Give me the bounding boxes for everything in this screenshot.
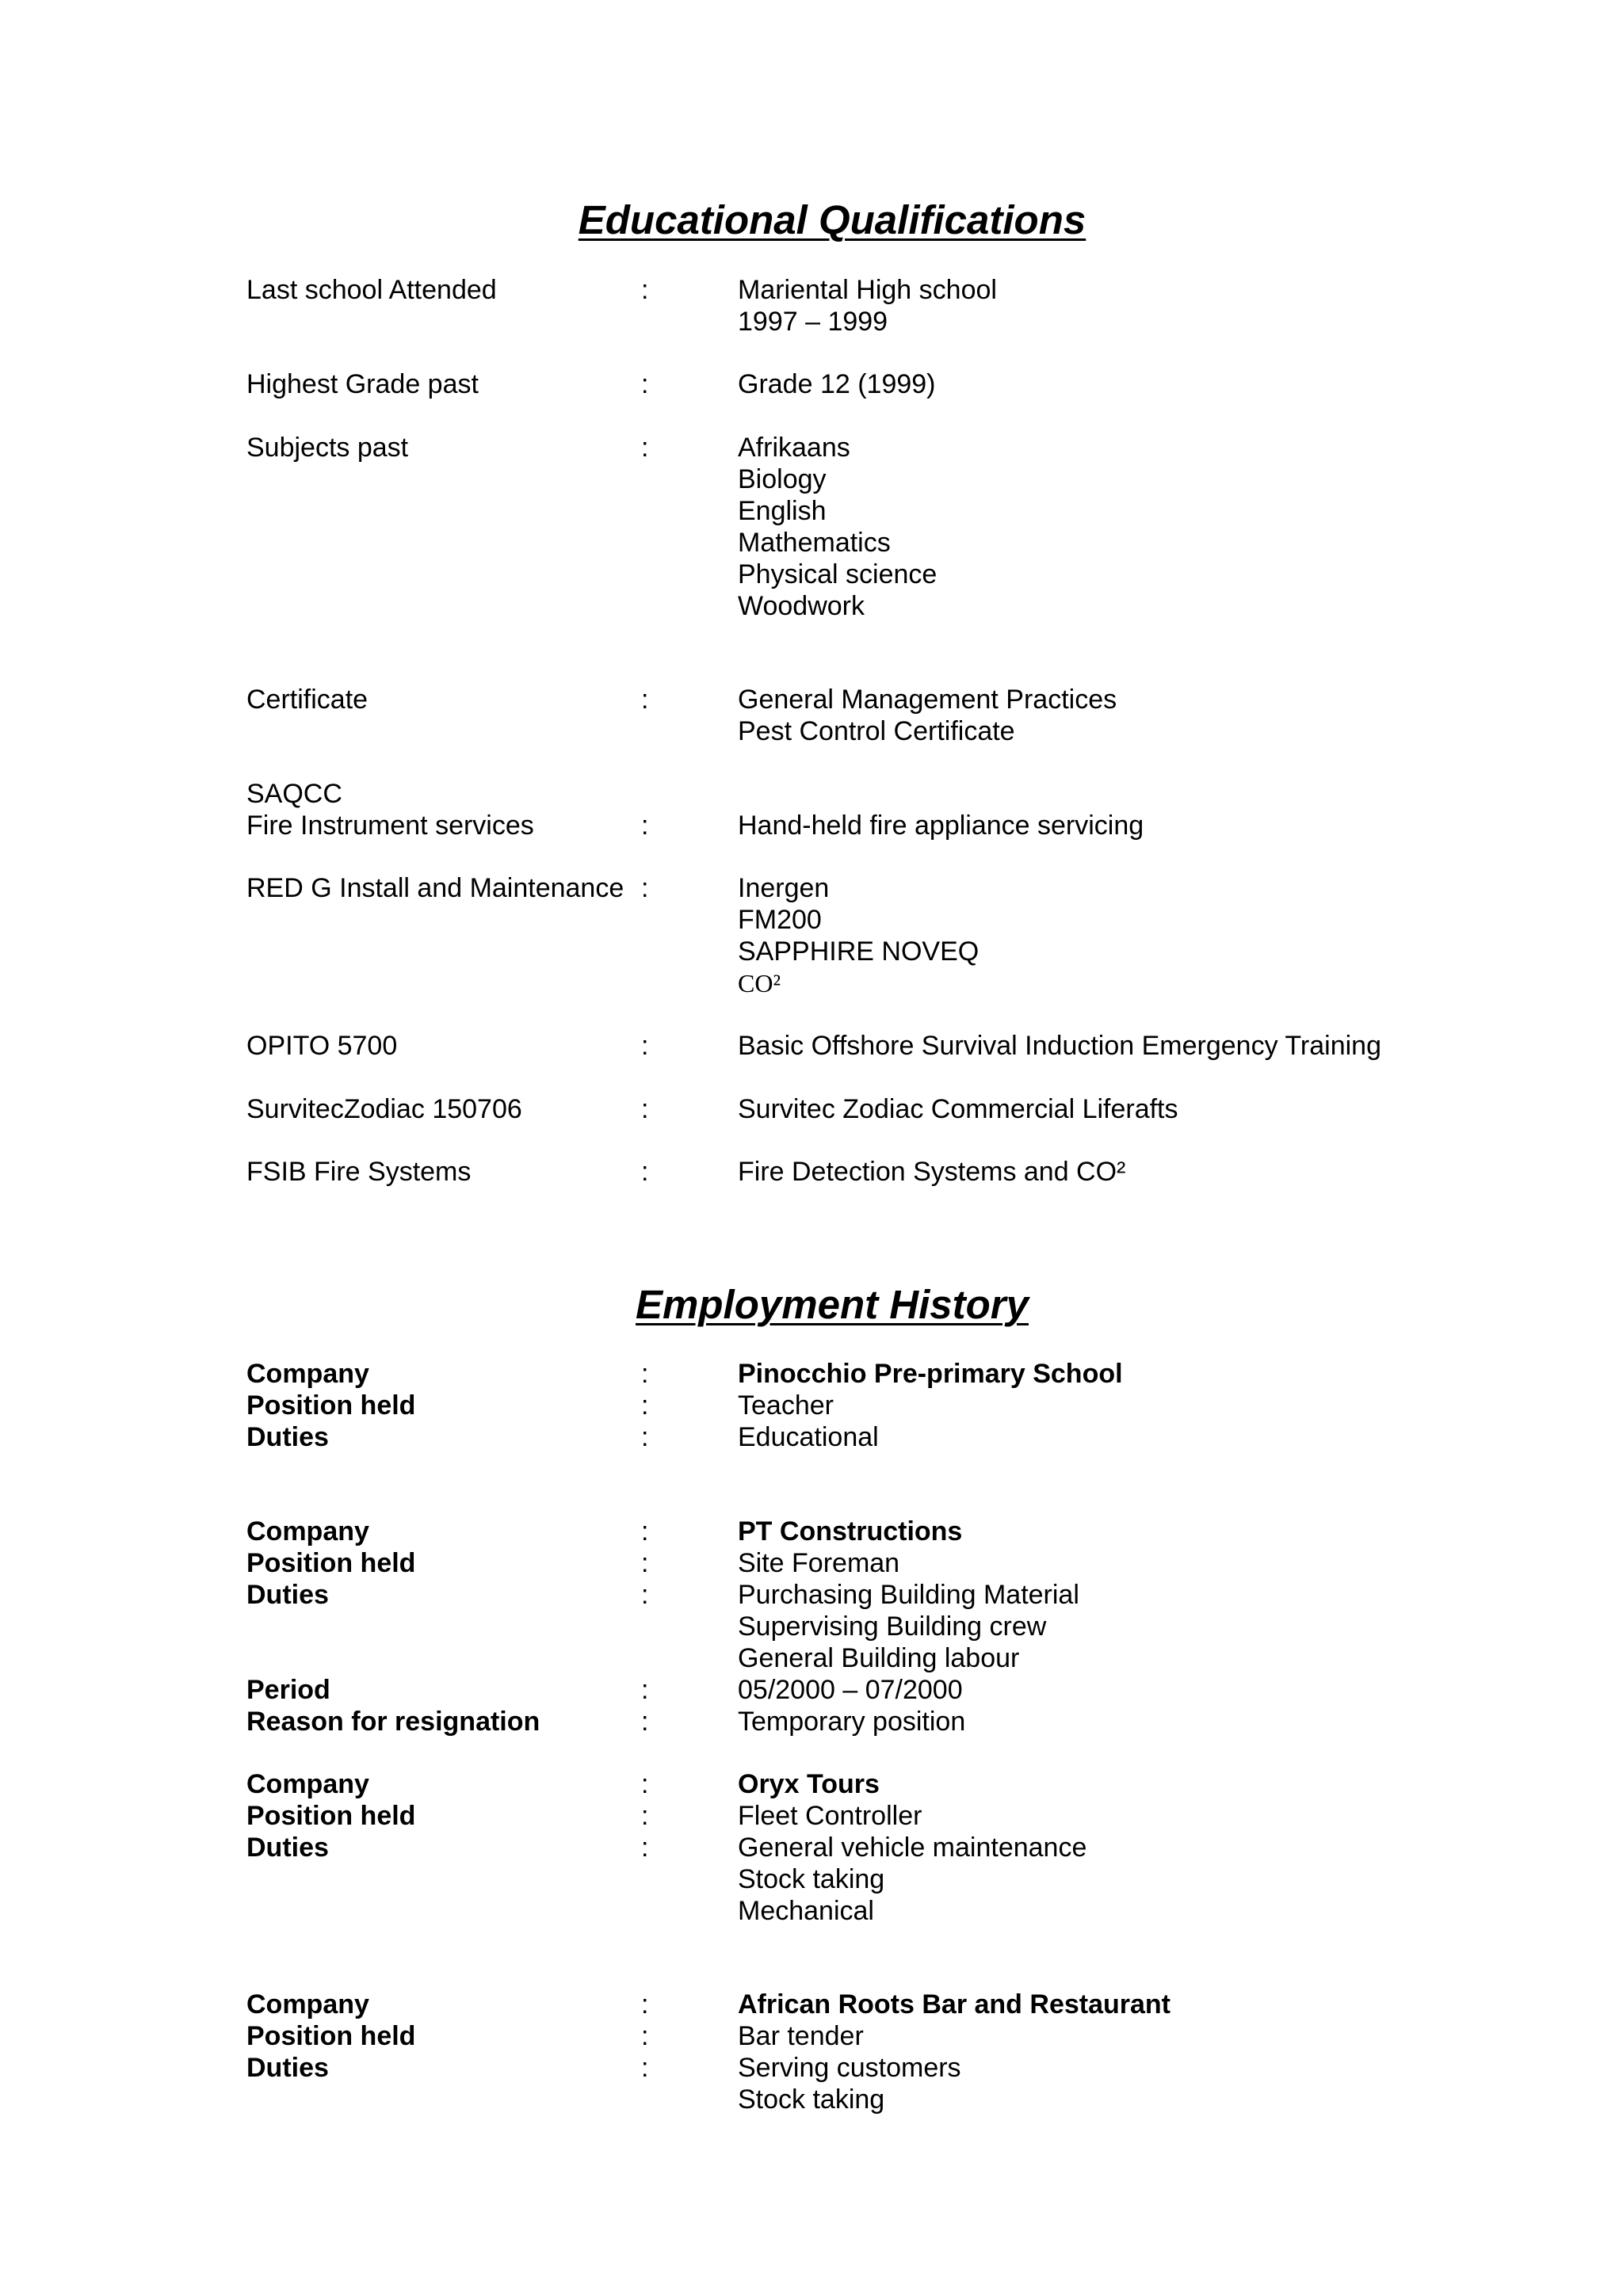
- subject-item: Afrikaans: [738, 433, 850, 463]
- qualification-label: OPITO 5700: [246, 1031, 398, 1061]
- job-values: [738, 1989, 1170, 2115]
- separator-colon: :: [641, 1989, 649, 2019]
- qualification-value: Mariental High school: [738, 275, 997, 305]
- separator-colon: :: [641, 369, 649, 399]
- qualification-label: Subjects past: [246, 433, 409, 463]
- duty-item: Educational: [738, 1422, 879, 1452]
- subject-item: Mathematics: [738, 528, 891, 558]
- qualification-value: FM200: [738, 905, 822, 935]
- separator-colon: :: [641, 1422, 649, 1452]
- duty-item: General vehicle maintenance: [738, 1833, 1087, 1863]
- separator-colon: :: [641, 1675, 649, 1705]
- qualification-label: Highest Grade past: [246, 369, 479, 399]
- subject-item: English: [738, 496, 827, 526]
- company-name: African Roots Bar and Restaurant: [738, 1989, 1170, 2019]
- position-label: Position held: [246, 2021, 416, 2051]
- qualification-values: [738, 872, 979, 999]
- position-label: Position held: [246, 1548, 416, 1578]
- duty-item: Supervising Building crew: [738, 1611, 1047, 1642]
- qualification-value: Fire Detection Systems and CO²: [738, 1157, 1126, 1187]
- job-separators: [641, 1358, 648, 1453]
- company-name: Oryx Tours: [738, 1769, 880, 1799]
- separator-colon: :: [641, 1801, 649, 1831]
- job-labels: [246, 1768, 415, 1863]
- period-label: Period: [246, 1675, 330, 1705]
- position-label: Position held: [246, 1390, 416, 1421]
- subject-item: Biology: [738, 464, 827, 494]
- duty-item: General Building labour: [738, 1643, 1020, 1673]
- separator-colon: :: [641, 1548, 649, 1578]
- duty-item: Stock taking: [738, 2084, 885, 2115]
- qualification-values: [738, 1093, 1178, 1125]
- qualification-value: SAPPHIRE NOVEQ: [738, 936, 980, 967]
- duty-item: Stock taking: [738, 1864, 885, 1894]
- job-separators: [641, 1768, 648, 1863]
- qualification-value: Hand-held fire appliance servicing: [738, 810, 1144, 841]
- qualification-value: Grade 12 (1999): [738, 369, 936, 399]
- reason-value: Temporary position: [738, 1707, 966, 1737]
- separator-colon: :: [641, 1707, 649, 1737]
- qualification-label-line: Fire Instrument services: [246, 810, 534, 841]
- employment-history-heading: Employment History: [636, 1282, 1029, 1327]
- educational-qualifications-heading: Educational Qualifications: [578, 197, 1086, 242]
- qualification-values: [738, 810, 1144, 841]
- reason-label: Reason for resignation: [246, 1707, 540, 1737]
- company-name: Pinocchio Pre-primary School: [738, 1359, 1123, 1389]
- separator-colon: :: [641, 810, 649, 841]
- qualification-value: 1997 – 1999: [738, 307, 888, 337]
- duties-label: Duties: [246, 2053, 329, 2083]
- position-value: Fleet Controller: [738, 1801, 922, 1831]
- duties-label: Duties: [246, 1833, 329, 1863]
- job-labels: [246, 1516, 540, 1737]
- job-values: [738, 1768, 1086, 1927]
- company-label: Company: [246, 1769, 369, 1799]
- position-label: Position held: [246, 1801, 416, 1831]
- qualification-label: FSIB Fire Systems: [246, 1157, 472, 1187]
- qualification-values: [738, 684, 1117, 747]
- qualification-values: [738, 274, 997, 338]
- separator-colon: :: [641, 2053, 649, 2083]
- separator-colon: :: [641, 1031, 649, 1061]
- subject-item: Physical science: [738, 559, 938, 589]
- qualification-values: [738, 432, 937, 622]
- job-values: [738, 1358, 1123, 1453]
- separator-colon: :: [641, 1390, 649, 1421]
- company-label: Company: [246, 1516, 369, 1547]
- spacer: [641, 1642, 648, 1674]
- qualification-value: CO²: [738, 969, 781, 997]
- job-labels: [246, 1989, 415, 2084]
- separator-colon: :: [641, 1094, 649, 1124]
- qualification-value: Survitec Zodiac Commercial Liferafts: [738, 1094, 1178, 1124]
- qualification-value: Inergen: [738, 873, 830, 903]
- qualification-label-line: SAQCC: [246, 779, 342, 809]
- position-value: Teacher: [738, 1390, 834, 1421]
- qualification-values: [738, 1030, 1381, 1062]
- company-label: Company: [246, 1989, 369, 2019]
- separator-colon: :: [641, 873, 649, 903]
- qualification-label: RED G Install and Maintenance: [246, 873, 624, 903]
- qualification-label: SurvitecZodiac 150706: [246, 1094, 522, 1124]
- spacer: [246, 1642, 540, 1674]
- separator-colon: :: [641, 1769, 649, 1799]
- spacer: [246, 1611, 540, 1642]
- qualification-value: Basic Offshore Survival Induction Emergency Training: [738, 1031, 1381, 1061]
- separator-colon: :: [641, 1580, 649, 1610]
- duty-item: Serving customers: [738, 2053, 961, 2083]
- qualification-label: Last school Attended: [246, 275, 497, 305]
- job-values: [738, 1516, 1079, 1737]
- job-labels: [246, 1358, 415, 1453]
- separator-colon: :: [641, 685, 649, 715]
- duty-item: Purchasing Building Material: [738, 1580, 1079, 1610]
- job-separators: [641, 1516, 648, 1737]
- duty-item: Mechanical: [738, 1896, 874, 1926]
- duties-label: Duties: [246, 1422, 329, 1452]
- period-value: 05/2000 – 07/2000: [738, 1675, 963, 1705]
- separator-colon: :: [641, 433, 649, 463]
- separator-colon: :: [641, 1833, 649, 1863]
- duties-label: Duties: [246, 1580, 329, 1610]
- qualification-values: [738, 1156, 1125, 1188]
- qualification-label: [246, 778, 534, 841]
- subject-item: Woodwork: [738, 591, 865, 621]
- position-value: Bar tender: [738, 2021, 864, 2051]
- qualification-label: Certificate: [246, 685, 369, 715]
- separator-colon: :: [641, 275, 649, 305]
- qualification-value: General Management Practices: [738, 685, 1117, 715]
- position-value: Site Foreman: [738, 1548, 900, 1578]
- qualification-values: [738, 368, 936, 400]
- spacer: [641, 1611, 648, 1642]
- company-name: PT Constructions: [738, 1516, 963, 1547]
- separator-colon: :: [641, 1359, 649, 1389]
- separator-colon: :: [641, 1157, 649, 1187]
- qualification-value: Pest Control Certificate: [738, 716, 1015, 746]
- separator-colon: :: [641, 1516, 649, 1547]
- job-separators: [641, 1989, 648, 2084]
- separator-colon: :: [641, 2021, 649, 2051]
- company-label: Company: [246, 1359, 369, 1389]
